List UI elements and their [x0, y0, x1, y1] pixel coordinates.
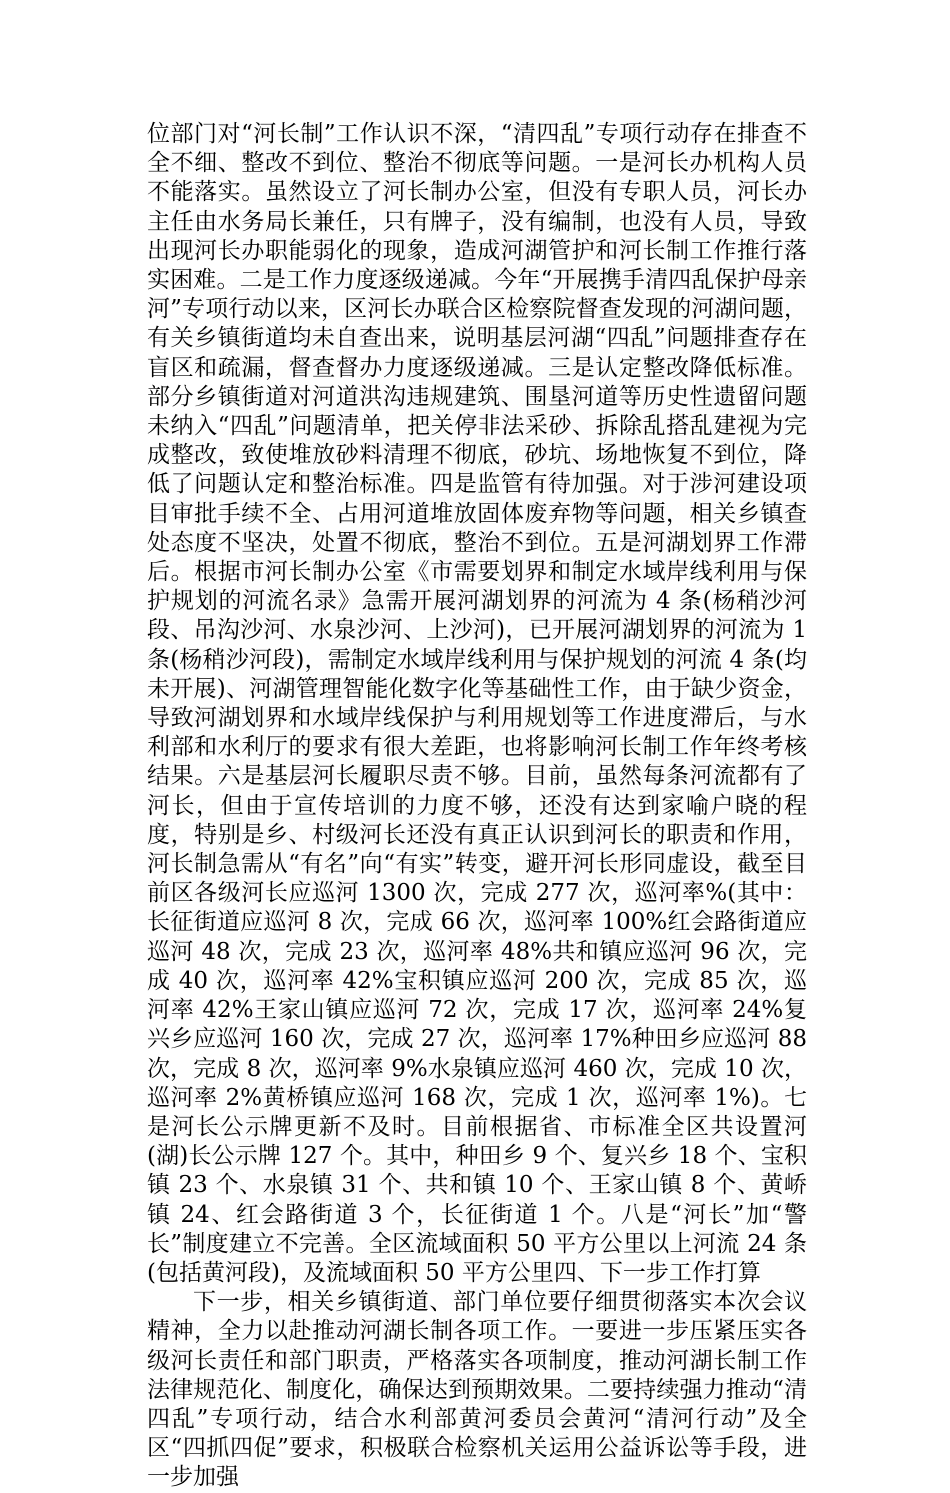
body-paragraph-2: 下一步，相关乡镇街道、部门单位要仔细贯彻落实本次会议精神，全力以赴推动河湖长制各项工作。一要进一步压紧压实各级河长责任和部门职责，严格落实各项制度，推动河湖长制工作法律规范化、制度化，确保达到预期效果。二要持续强力推动“清四乱”专项行动，结合水利部黄河委员会黄河“清河行动”及全区“四抓四促”要求，积极联合检察机关运用公益诉讼等手段，进一步加强	[147, 1289, 807, 1491]
document-page	[147, 120, 807, 1491]
body-paragraph-1: 位部门对“河长制”工作认识不深，“清四乱”专项行动存在排查不全不细、整改不到位、整治不彻底等问题。一是河长办机构人员不能落实。虽然设立了河长制办公室，但没有专职人员，河长办主任由水务局长兼任，只有牌子，没有编制，也没有人员，导致出现河长办职能弱化的现象，造成河湖管护和河长制工作推行落实困难。二是工作力度逐级递减。今年“开展携手清四乱保护母亲河”专项行动以来，区河长办联合区检察院督查发现的河湖问题，有关乡镇街道均未自查出来，说明基层河湖“四乱”问题排查存在盲区和疏漏，督查督办力度逐级递减。三是认定整改降低标准。部分乡镇街道对河道洪沟违规建筑、围垦河道等历史性遗留问题未纳入“四乱”问题清单，把关停非法采砂、拆除乱搭乱建视为完成整改，致使堆放砂料清理不彻底，砂坑、场地恢复不到位，降低了问题认定和整治标准。四是监管有待加强。对于涉河建设项目审批手续不全、占用河道堆放固体废弃物等问题，相关乡镇查处态度不坚决，处置不彻底，整治不到位。五是河湖划界工作滞后。根据市河长制办公室《市需要划界和制定水域岸线利用与保护规划的河流名录》急需开展河湖划界的河流为 4 条(杨稍沙河段、吊沟沙河、水泉沙河、上沙河)，已开展河湖划界的河流为 1 条(杨稍沙河段)，需制定水域岸线利用与保护规划的河流 4 条(均未开展)、河湖管理智能化数字化等基础性工作，由于缺少资金，导致河湖划界和水域岸线保护与利用规划等工作进度滞后，与水利部和水利厅的要求有很大差距，也将影响河长制工作年终考核结果。六是基层河长履职尽责不够。目前，虽然每条河流都有了河长，但由于宣传培训的力度不够，还没有达到家喻户晓的程度，特别是乡、村级河长还没有真正认识到河长的职责和作用，河长制急需从“有名”向“有实”转变，避开河长形同虚设，截至目前区各级河长应巡河 1300 次，完成 277 次，巡河率%(其中：长征街道应巡河 8 次，完成 66 次，巡河率 100%红会路街道应巡河 48 次，完成 23 次，巡河率 48%共和镇应巡河 96 次，完成 40 次，巡河率 42%宝积镇应巡河 200 次，完成 85 次，巡河率 42%王家山镇应巡河 72 次，完成 17 次，巡河率 24%复兴乡应巡河 160 次，完成 27 次，巡河率 17%种田乡应巡河 88 次，完成 8 次，巡河率 9%水泉镇应巡河 460 次，完成 10 次，巡河率 2%黄桥镇应巡河 168 次，完成 1 次，巡河率 1%)。七是河长公示牌更新不及时。目前根据省、市标准全区共设置河(湖)长公示牌 127 个。其中，种田乡 9 个、复兴乡 18 个、宝积镇 23 个、水泉镇 31 个、共和镇 10 个、王家山镇 8 个、黄峤镇 24、红会路街道 3 个，长征街道 1 个。八是“河长”加“警长”制度建立不完善。全区流域面积 50 平方公里以上河流 24 条(包括黄河段)，及流域面积 50 平方公里四、下一步工作打算	[147, 121, 807, 1286]
